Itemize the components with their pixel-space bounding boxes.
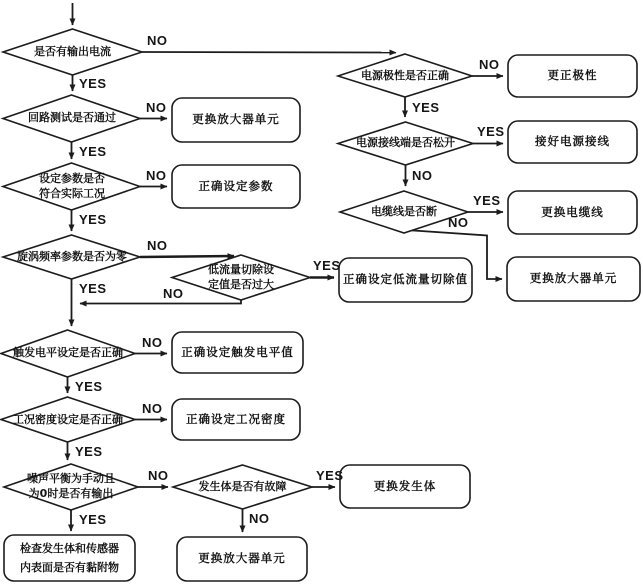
- action-set-lowflow-cutoff-shape: [339, 258, 472, 302]
- edge-label-no: NO: [412, 168, 433, 183]
- action-set-trigger-level-shape: [172, 332, 303, 373]
- action-connect-wiring-label: 接好电源接线: [535, 134, 610, 149]
- action-replace-shedder-label: 更换发生体: [373, 478, 437, 493]
- action-replace-amplifier-2-label: 更换放大器单元: [529, 271, 618, 286]
- decision-noise-balance-shape: [4, 464, 138, 510]
- decision-vortex-frequency-label: 旋涡频率参数是否为零: [17, 249, 127, 263]
- decision-lowflow-cutoff-label: 低流量切除设 定值是否过大: [208, 263, 274, 291]
- edge-label-no: NO: [146, 100, 167, 115]
- edge-label-no: NO: [142, 401, 163, 416]
- action-check-shedder-sensor-shape: [4, 535, 135, 581]
- action-replace-amplifier-1-label: 更换放大器单元: [192, 112, 280, 127]
- decision-set-params-shape: [3, 163, 140, 210]
- decision-lowflow-cutoff-shape: [172, 255, 310, 300]
- action-connect-wiring-shape: [508, 121, 637, 163]
- edge-label-yes: YES: [79, 281, 107, 296]
- action-set-density-shape: [172, 399, 300, 440]
- edge-label-yes: YES: [473, 193, 501, 208]
- decision-trigger-level-shape: [1, 330, 135, 377]
- decision-output-current-label: 是否有输出电流: [34, 44, 111, 58]
- action-replace-amplifier-2-shape: [507, 257, 640, 301]
- edge-label-no: NO: [148, 468, 169, 483]
- decision-output-current-shape: [3, 29, 142, 75]
- action-replace-amplifier-3-shape: [177, 537, 307, 581]
- decision-shedder-fault-shape: [173, 465, 312, 509]
- edge-label-yes: YES: [412, 100, 440, 115]
- edge-label-no: NO: [163, 286, 184, 301]
- decision-density-setting-label: 工况密度设定是否正确: [13, 412, 123, 426]
- edge-label-yes: YES: [313, 258, 341, 273]
- action-set-params-shape: [172, 165, 300, 208]
- edge-vortex-no-line: [140, 256, 234, 257]
- decision-density-setting-shape: [1, 397, 135, 442]
- action-set-density-label: 正确设定工况密度: [186, 411, 286, 426]
- edge-output-no-line: [142, 52, 396, 53]
- edge-label-yes: YES: [477, 124, 505, 139]
- edge-label-no: NO: [147, 238, 168, 253]
- edge-label-yes: YES: [79, 76, 107, 91]
- edge-label-no: NO: [142, 335, 163, 350]
- action-correct-polarity-shape: [508, 55, 637, 97]
- decision-power-terminal-shape: [338, 122, 473, 165]
- action-replace-cable-label: 更换电缆线: [541, 204, 604, 219]
- action-replace-cable-shape: [508, 191, 637, 234]
- action-set-lowflow-cutoff-label: 正确设定低流量切除值: [343, 272, 468, 287]
- decision-shedder-fault-label: 发生体是否有故障: [198, 479, 287, 493]
- action-correct-polarity-label: 更正极性: [547, 68, 598, 83]
- decision-power-terminal-label: 电源接线端是否松开: [356, 135, 455, 149]
- decision-loop-test-shape: [3, 95, 140, 142]
- edge-label-yes: YES: [75, 444, 103, 459]
- action-replace-shedder-shape: [340, 465, 470, 508]
- decision-power-polarity-shape: [338, 54, 472, 97]
- decision-loop-test-label: 回路测试是否通过: [28, 110, 116, 124]
- action-set-trigger-level-label: 正确设定触发电平值: [181, 344, 294, 359]
- decision-trigger-level-label: 触发电平设定是否正确: [13, 345, 123, 359]
- edge-label-yes: YES: [79, 212, 107, 227]
- edge-label-yes: YES: [316, 468, 344, 483]
- action-replace-amplifier-1-shape: [172, 98, 300, 142]
- edge-label-no: NO: [249, 511, 270, 526]
- edge-label-no: NO: [146, 168, 167, 183]
- decision-noise-balance-label: 噪声平衡为手动且 为0时是否有输出: [27, 472, 115, 500]
- action-check-shedder-sensor-label: 检查发生体和传感器 内表面是否有黏附物: [20, 541, 119, 574]
- decision-power-polarity-label: 电源极性是否正确: [361, 68, 449, 82]
- decision-cable-broken-label: 电缆线是否断: [371, 204, 437, 218]
- decision-vortex-frequency-shape: [3, 235, 140, 279]
- edge-label-no: NO: [147, 33, 168, 48]
- decision-set-params-label: 设定参数是否 符合实际工况: [39, 172, 105, 200]
- decision-cable-broken-shape: [340, 191, 468, 233]
- edge-label-no: NO: [448, 215, 469, 230]
- action-replace-amplifier-3-label: 更换放大器单元: [198, 551, 286, 566]
- edge-label-no: NO: [479, 57, 500, 72]
- edge-label-yes: YES: [75, 379, 103, 394]
- edge-label-yes: YES: [79, 512, 107, 527]
- edge-label-yes: YES: [79, 144, 107, 159]
- action-set-params-label: 正确设定参数: [198, 178, 274, 193]
- edge-lowflow-no-line: [80, 300, 241, 304]
